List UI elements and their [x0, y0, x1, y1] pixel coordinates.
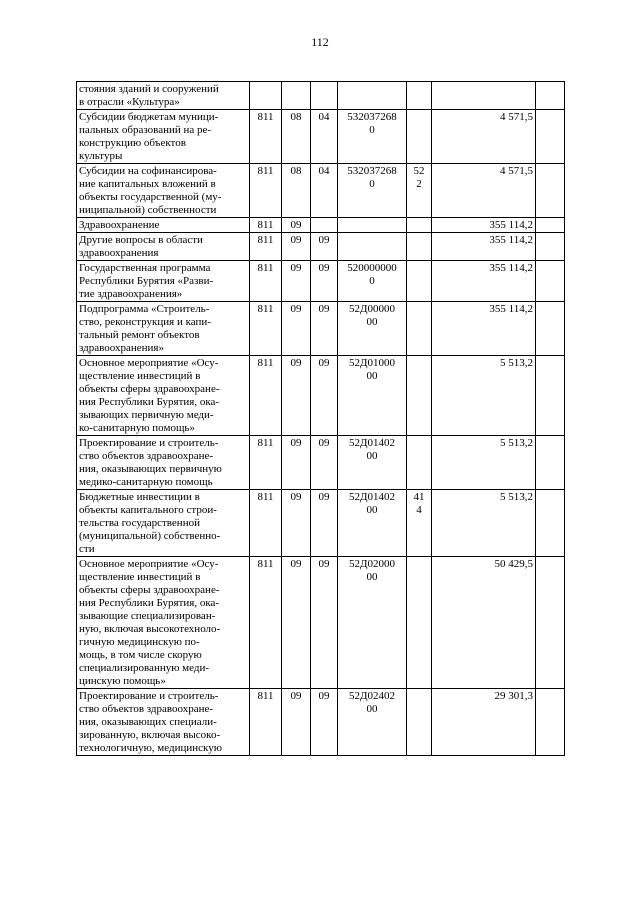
subsection-code-cell: 09 [311, 689, 338, 756]
item-name-cell: Подпрограмма «Строитель- ство, реконструкция и капи- тальный ремонт объектов здравоохранения» [77, 302, 250, 356]
ministry-code-cell: 811 [250, 557, 282, 689]
table-row [77, 557, 565, 689]
table-row [77, 356, 565, 436]
amount-cell: 29 301,3 [432, 689, 536, 756]
section-code-cell: 09 [282, 557, 311, 689]
subsection-code-cell: 04 [311, 110, 338, 164]
expense-type-cell: 52 2 [407, 164, 432, 218]
amount-cell: 5 513,2 [432, 356, 536, 436]
section-code-cell: 08 [282, 110, 311, 164]
empty-cell [536, 110, 565, 164]
amount-cell: 355 114,2 [432, 302, 536, 356]
ministry-code-cell: 811 [250, 261, 282, 302]
section-code-cell: 09 [282, 261, 311, 302]
expense-type-cell [407, 218, 432, 233]
section-code-cell: 09 [282, 356, 311, 436]
table-row [77, 218, 565, 233]
section-code-cell: 09 [282, 436, 311, 490]
subsection-code-cell: 09 [311, 233, 338, 261]
amount-cell: 5 513,2 [432, 490, 536, 557]
page-number: 112 [311, 35, 329, 49]
section-code-cell: 09 [282, 490, 311, 557]
ministry-code-cell: 811 [250, 110, 282, 164]
item-name-cell: Другие вопросы в области здравоохранения [77, 233, 250, 261]
ministry-code-cell [250, 82, 282, 110]
subsection-code-cell: 09 [311, 557, 338, 689]
amount-cell [432, 82, 536, 110]
expense-type-cell [407, 356, 432, 436]
ministry-code-cell: 811 [250, 164, 282, 218]
section-code-cell [282, 82, 311, 110]
ministry-code-cell: 811 [250, 490, 282, 557]
table-row [77, 490, 565, 557]
amount-cell: 5 513,2 [432, 436, 536, 490]
amount-cell: 50 429,5 [432, 557, 536, 689]
table-row [77, 164, 565, 218]
target-article-cell: 52Д00000 00 [338, 302, 407, 356]
item-name-cell: Проектирование и строитель- ство объектов здравоохране- ния, оказывающих специали- зированную, включая высоко- технологичную, медицинскую [77, 689, 250, 756]
expense-type-cell [407, 557, 432, 689]
table-row [77, 689, 565, 756]
amount-cell: 355 114,2 [432, 261, 536, 302]
target-article-cell: 52Д02402 00 [338, 689, 407, 756]
amount-cell: 355 114,2 [432, 218, 536, 233]
target-article-cell: 532037268 0 [338, 164, 407, 218]
table-body [77, 82, 565, 756]
expense-type-cell: 41 4 [407, 490, 432, 557]
target-article-cell [338, 82, 407, 110]
expense-type-cell [407, 436, 432, 490]
table-row [77, 110, 565, 164]
section-code-cell: 09 [282, 233, 311, 261]
target-article-cell [338, 218, 407, 233]
subsection-code-cell [311, 218, 338, 233]
ministry-code-cell: 811 [250, 302, 282, 356]
ministry-code-cell: 811 [250, 233, 282, 261]
item-name-cell: Основное мероприятие «Осу- ществление инвестиций в объекты сферы здравоохране- ния Республики Бурятия, ока- зывающих первичную меди- ко-санитарную помощь» [77, 356, 250, 436]
table-row [77, 233, 565, 261]
empty-cell [536, 82, 565, 110]
target-article-cell: 52Д02000 00 [338, 557, 407, 689]
target-article-cell: 52Д01402 00 [338, 490, 407, 557]
ministry-code-cell: 811 [250, 356, 282, 436]
table-row [77, 436, 565, 490]
amount-cell: 355 114,2 [432, 233, 536, 261]
expense-type-cell [407, 82, 432, 110]
target-article-cell [338, 233, 407, 261]
item-name-cell: Проектирование и строитель- ство объектов здравоохране- ния, оказывающих первичную медико-санитарную помощь [77, 436, 250, 490]
item-name-cell: Государственная программа Республики Бурятия «Разви- тие здравоохранения» [77, 261, 250, 302]
section-code-cell: 09 [282, 689, 311, 756]
amount-cell: 4 571,5 [432, 164, 536, 218]
target-article-cell: 52Д01000 00 [338, 356, 407, 436]
expense-type-cell [407, 261, 432, 302]
empty-cell [536, 233, 565, 261]
expense-type-cell [407, 233, 432, 261]
target-article-cell: 52Д01402 00 [338, 436, 407, 490]
empty-cell [536, 356, 565, 436]
empty-cell [536, 436, 565, 490]
item-name-cell: Бюджетные инвестиции в объекты капитального строи- тельства государственной (муниципальной) собственно- сти [77, 490, 250, 557]
item-name-cell: Основное мероприятие «Осу- ществление инвестиций в объекты сферы здравоохране- ния Республики Бурятия, ока- зывающие специализирован- ную, включая высокотехноло- гичную медицинскую по- мощь, в том числе скорую специализированную меди- цинскую помощь» [77, 557, 250, 689]
item-name-cell: стояния зданий и сооружений в отрасли «Культура» [77, 82, 250, 110]
target-article-cell: 520000000 0 [338, 261, 407, 302]
item-name-cell: Субсидии на софинансирова- ние капитальных вложений в объекты государственной (му- ниципальной) собственности [77, 164, 250, 218]
expense-type-cell [407, 110, 432, 164]
empty-cell [536, 490, 565, 557]
subsection-code-cell: 09 [311, 490, 338, 557]
expense-type-cell [407, 302, 432, 356]
subsection-code-cell: 09 [311, 261, 338, 302]
target-article-cell: 532037268 0 [338, 110, 407, 164]
empty-cell [536, 164, 565, 218]
table-row [77, 261, 565, 302]
empty-cell [536, 557, 565, 689]
subsection-code-cell: 09 [311, 436, 338, 490]
item-name-cell: Здравоохранение [77, 218, 250, 233]
table-row [77, 302, 565, 356]
empty-cell [536, 261, 565, 302]
ministry-code-cell: 811 [250, 218, 282, 233]
table-row [77, 82, 565, 110]
empty-cell [536, 302, 565, 356]
empty-cell [536, 218, 565, 233]
expense-type-cell [407, 689, 432, 756]
subsection-code-cell: 04 [311, 164, 338, 218]
item-name-cell: Субсидии бюджетам муници- пальных образований на ре- конструкцию объектов культуры [77, 110, 250, 164]
ministry-code-cell: 811 [250, 436, 282, 490]
subsection-code-cell [311, 82, 338, 110]
empty-cell [536, 689, 565, 756]
section-code-cell: 09 [282, 302, 311, 356]
amount-cell: 4 571,5 [432, 110, 536, 164]
section-code-cell: 09 [282, 218, 311, 233]
subsection-code-cell: 09 [311, 302, 338, 356]
subsection-code-cell: 09 [311, 356, 338, 436]
budget-table [76, 81, 565, 756]
section-code-cell: 08 [282, 164, 311, 218]
ministry-code-cell: 811 [250, 689, 282, 756]
